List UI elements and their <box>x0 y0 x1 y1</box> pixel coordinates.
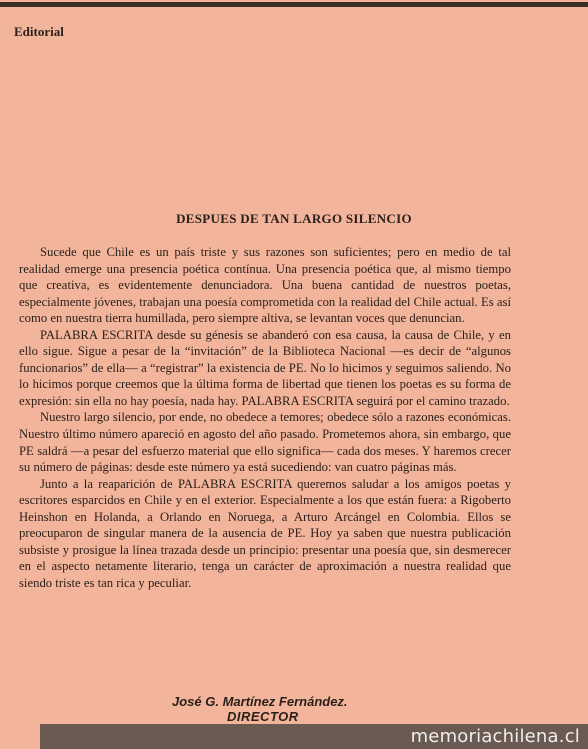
paragraph-1: Sucede que Chile es un país triste y sus razones son suficientes; pero en medio de tal realidad emerge una presencia poética contínua. Una presencia poética que, al mismo tiempo que creativa, es evidentemente denunciadora. Una buena cantidad de nuestros poetas, especialmente jóvenes, trabajan una poesía comprometida con la realidad del Chile actual. Es así como en nuestra tierra humillada, pero siempre altiva, se levantan voces que denuncian. <box>19 245 511 326</box>
signature-role: DIRECTOR <box>227 709 299 724</box>
paragraph-4: Junto a la reaparición de PALABRA ESCRITA queremos saludar a los amigos poetas y escritores esparcidos en Chile y en el exterior. Especialmente a los que están fuera: a Rigoberto Heinshon en Holanda, a Orlando en Noruega, a Arturo Arcángel en Colombia. Ellos se preocuparon de singular manera de la ausencia de PE. Hoy ya saben que nuestra publicación subsiste y prosigue la línea trazada desde un principio: presentar una poesía que, sin desmerecer en el aspecto netamente literario, tenga un carácter de aproximación a nuestra realidad que siendo triste es tan rica y peculiar. <box>19 476 511 590</box>
paragraph-2: PALABRA ESCRITA desde su génesis se abanderó con esa causa, la causa de Chile, y en ello sigue. Sigue a pesar de la “invitación” de la Biblioteca Nacional —es decir de “algunos funcionarios” de ella— a “registrar” la existencia de PE. No lo hicimos y seguimos saliendo. No lo hicimos porque creemos que la última forma de libertad que tienen los poetas es su forma de expresión: sin ella no hay poesía, nada hay. PALABRA ESCRITA seguirá por el camino trazado. <box>19 327 511 408</box>
top-rule <box>0 2 588 7</box>
signature-name: José G. Martínez Fernández. <box>172 694 348 709</box>
article-body <box>19 244 511 591</box>
section-label: Editorial <box>14 24 64 39</box>
article-title: DESPUES DE TAN LARGO SILENCIO <box>176 211 412 226</box>
paragraph-3: Nuestro largo silencio, por ende, no obedece a temores; obedece sólo a razones económicas. Nuestro último número apareció en agosto del año pasado. Prometemos ahora, sin embargo, que PE saldrá —a pesar del esfuerzo material que ello significa— cada dos meses. Y haremos crecer su número de páginas: desde este número ya está sucediendo: van cuatro páginas más. <box>19 410 511 475</box>
watermark-text: memoriachilena.cl <box>410 726 580 747</box>
